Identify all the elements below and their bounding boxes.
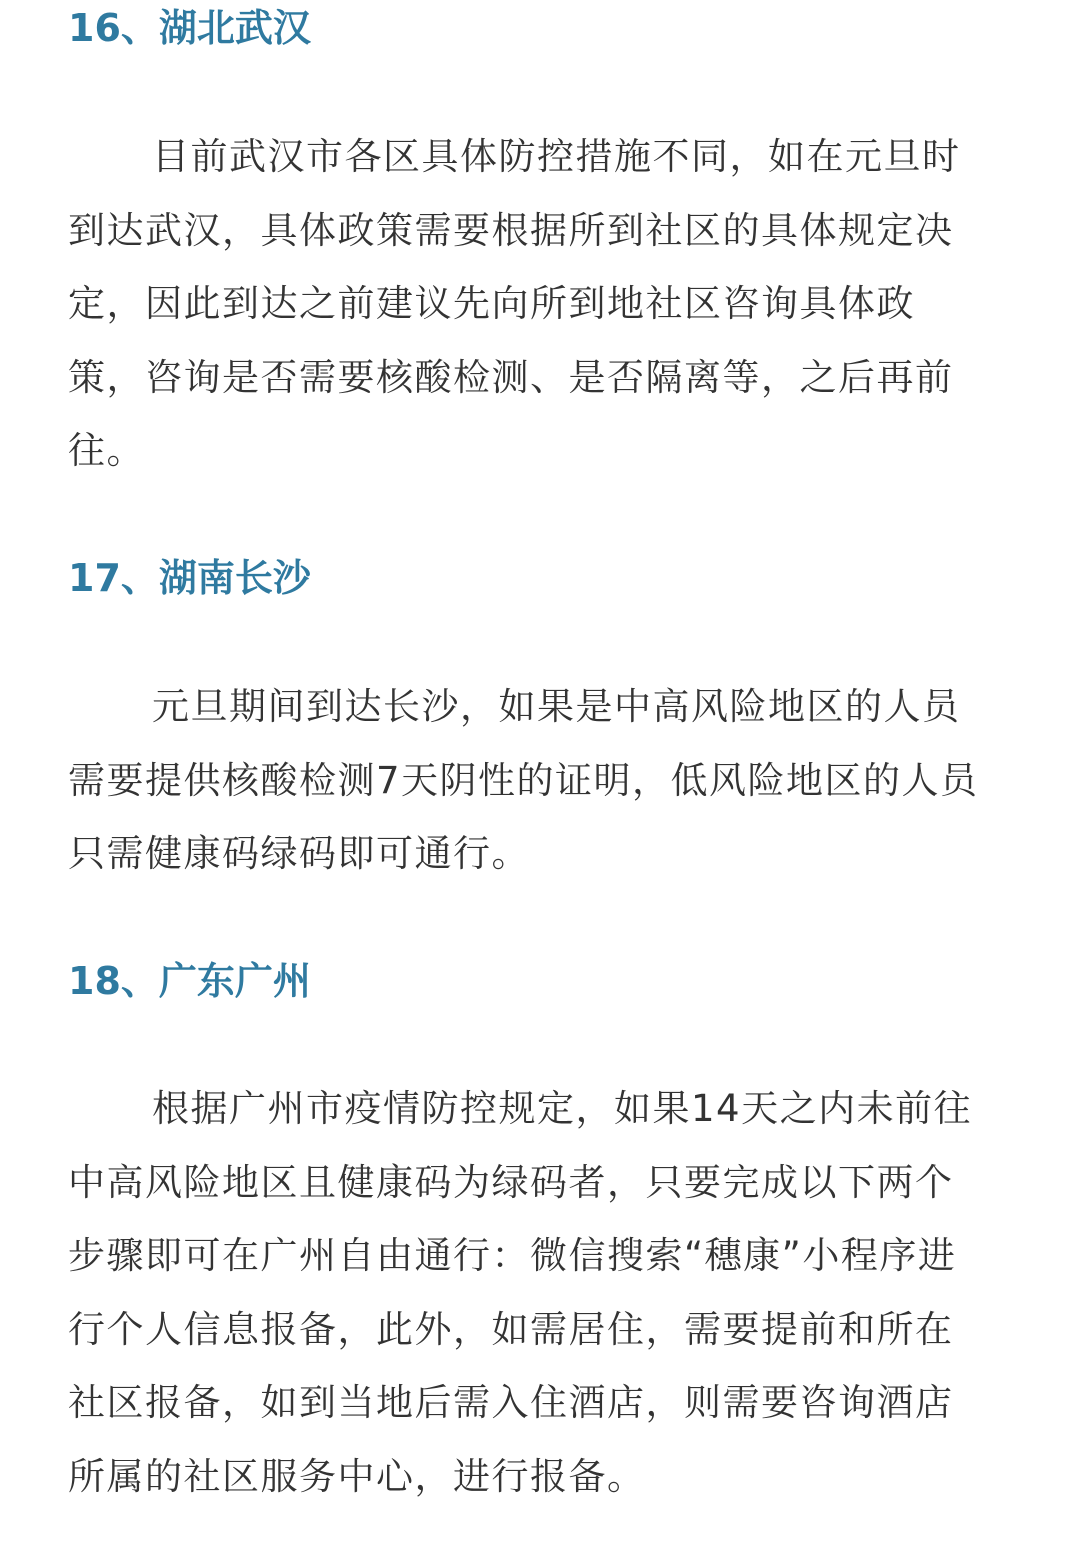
paragraph-line: 只需健康码绿码即可通行。 bbox=[68, 832, 530, 875]
paragraph-line: 需要提供核酸检测7天阴性的证明，低风险地区的人员 bbox=[68, 758, 979, 802]
paragraph-line: 策，咨询是否需要核酸检测、是否隔离等，之后再前 bbox=[68, 355, 954, 399]
paragraph-line: 往。 bbox=[68, 429, 145, 472]
paragraph-line: 中高风险地区且健康码为绿码者，只要完成以下两个 bbox=[68, 1160, 954, 1204]
section-heading-changsha: 17、湖南长沙 bbox=[68, 556, 311, 600]
paragraph-line: 所属的社区服务中心，进行报备。 bbox=[68, 1454, 646, 1498]
paragraph-line: 步骤即可在广州自由通行：微信搜索“穗康”小程序进 bbox=[68, 1234, 957, 1277]
paragraph-line: 行个人信息报备，此外，如需居住，需要提前和所在 bbox=[68, 1307, 954, 1351]
paragraph-line: 目前武汉市各区具体防控措施不同，如在元旦时 bbox=[152, 135, 961, 178]
section-paragraph-wuhan bbox=[68, 120, 1014, 488]
paragraph-line: 到达武汉，具体政策需要根据所到社区的具体规定决 bbox=[68, 208, 954, 252]
section-heading-wuhan: 16、湖北武汉 bbox=[68, 6, 311, 50]
paragraph-line: 社区报备，如到当地后需入住酒店，则需要咨询酒店 bbox=[68, 1381, 954, 1424]
paragraph-line: 定，因此到达之前建议先向所到地社区咨询具体政 bbox=[68, 282, 915, 325]
paragraph-line: 根据广州市疫情防控规定，如果14天之内未前往 bbox=[152, 1087, 973, 1130]
section-heading-guangzhou: 18、广东广州 bbox=[68, 959, 311, 1003]
section-paragraph-changsha bbox=[68, 670, 1014, 891]
paragraph-line: 元旦期间到达长沙，如果是中高风险地区的人员 bbox=[152, 685, 961, 728]
section-paragraph-guangzhou bbox=[68, 1072, 1014, 1513]
